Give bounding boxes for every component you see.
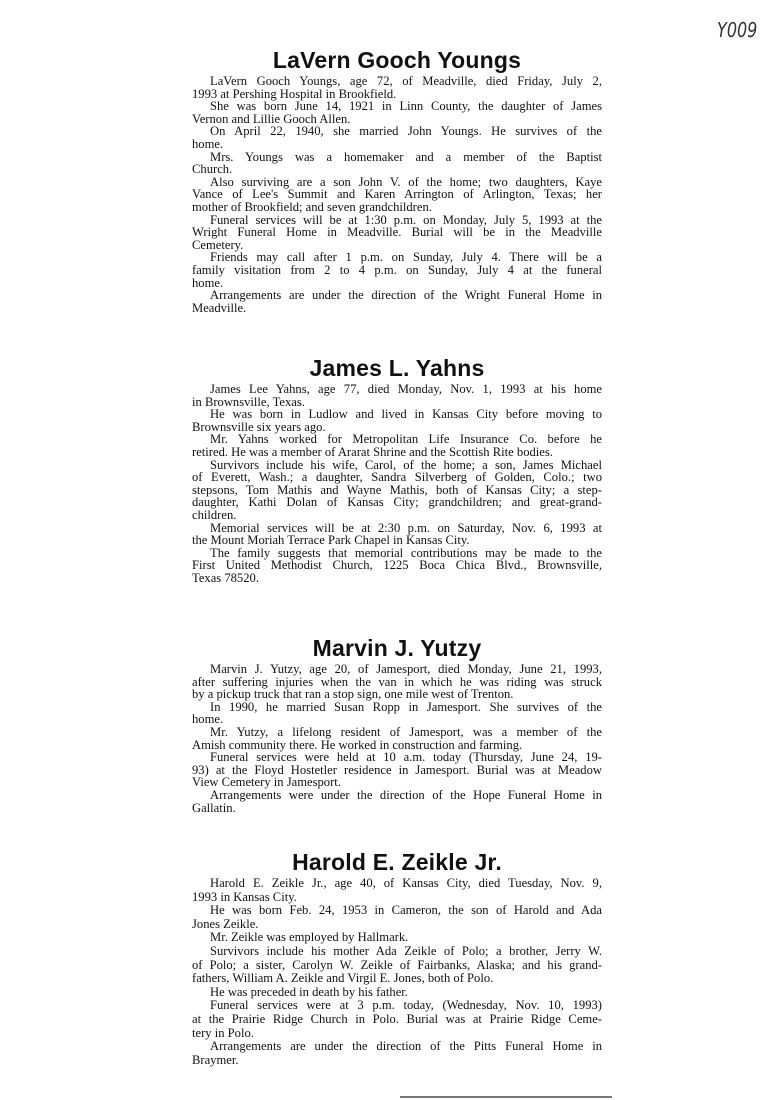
obituary-body — [192, 663, 602, 814]
text-line: home. — [192, 712, 224, 727]
text-line: of Polo; a sister, Carolyn W. Zeikle of Fairbanks, Alaska; and his grand- — [192, 957, 602, 972]
obituary-paragraph — [192, 522, 602, 547]
text-line: Funeral services will be at 1:30 p.m. on Monday, July 5, 1993 at the — [210, 212, 602, 227]
obituary-paragraph — [192, 931, 602, 945]
text-line: daughter, Kathi Dolan of Kansas City; grandchildren; and great-grand- — [192, 495, 602, 510]
obituary-paragraph — [192, 125, 602, 150]
text-line: fathers, William A. Zeikle and Virgil E. Jones, both of Polo. — [192, 971, 494, 986]
text-line: The family suggests that memorial contributions may be made to the — [210, 545, 602, 560]
text-line: He was preceded in death by his father. — [210, 984, 408, 999]
text-line: He was born Feb. 24, 1953 in Cameron, the son of Harold and Ada — [210, 903, 602, 918]
obituary-paragraph — [192, 904, 602, 931]
text-line: Arrangements were under the direction of the Hope Funeral Home in — [210, 787, 602, 802]
text-line: mother of Brookfield; and seven grandchildren. — [192, 199, 432, 214]
text-line: Survivors include his wife, Carol, of the home; a son, James Michael — [210, 457, 602, 472]
text-line: Funeral services were held at 10 a.m. today (Thursday, June 24, 19- — [210, 750, 602, 765]
obituary-paragraph — [192, 701, 602, 726]
obituary-body — [192, 877, 602, 1067]
text-line: Arrangements are under the direction of the Pitts Funeral Home in — [210, 1039, 602, 1054]
text-line: View Cemetery in Jamesport. — [192, 775, 341, 790]
text-line: Survivors include his mother Ada Zeikle of Polo; a brother, Jerry W. — [210, 943, 602, 958]
obituary-paragraph — [192, 176, 602, 214]
text-line: Mrs. Youngs was a homemaker and a member of the Baptist — [210, 149, 602, 164]
text-line: stepsons, Tom Mathis and Wayne Mathis, both of Kansas City; a step- — [192, 482, 602, 497]
text-line: LaVern Gooch Youngs, age 72, of Meadville, died Friday, July 2, — [210, 74, 602, 88]
text-line: 93) at the Floyd Hostetler residence in Jamesport. Burial was at Meadow — [192, 762, 602, 777]
obituary-title: LaVern Gooch Youngs — [272, 47, 522, 73]
bottom-divider — [400, 1096, 612, 1098]
obituary-paragraph — [192, 75, 602, 100]
obituary-title: Harold E. Zeikle Jr. — [292, 849, 502, 875]
text-line: children. — [192, 507, 237, 522]
text-line: James Lee Yahns, age 77, died Monday, Nov. 1, 1993 at his home — [210, 382, 602, 396]
text-line: Friends may call after 1 p.m. on Sunday, July 4. There will be a — [210, 250, 602, 265]
text-line: 1993 in Kansas City. — [192, 889, 297, 904]
text-line: Church. — [192, 162, 233, 177]
obituary-paragraph — [192, 251, 602, 289]
obituary-paragraph — [192, 877, 602, 904]
text-line: at the Prairie Ridge Church in Polo. Burial was at Prairie Ridge Ceme- — [192, 1011, 602, 1026]
text-line: Meadville. — [192, 300, 247, 315]
text-line: Vance of Lee's Summit and Karen Arrington of Arlington, Texas; her — [192, 187, 602, 202]
text-line: retired. He was a member of Ararat Shrine and the Scottish Rite bodies. — [192, 444, 553, 459]
text-line: tery in Polo. — [192, 1025, 254, 1040]
text-line: Braymer. — [192, 1052, 239, 1067]
obituary-paragraph — [192, 547, 602, 585]
text-line: He was born in Ludlow and lived in Kansas City before moving to — [210, 407, 602, 422]
text-line: Funeral services were at 3 p.m. today, (Wednesday, Nov. 10, 1993) — [210, 998, 602, 1013]
text-line: Cemetery. — [192, 237, 244, 252]
text-line: Mr. Yahns worked for Metropolitan Life Insurance Co. before he — [210, 432, 602, 447]
obituary-title: Marvin J. Yutzy — [312, 635, 482, 661]
text-line: 1993 at Pershing Hospital in Brookfield. — [192, 86, 397, 101]
text-line: Amish community there. He worked in construction and farming. — [192, 737, 523, 752]
text-line: Mr. Yutzy, a lifelong resident of Jamesport, was a member of the — [210, 724, 602, 739]
text-line: home. — [192, 136, 224, 151]
text-line: Memorial services will be at 2:30 p.m. on Saturday, Nov. 6, 1993 at — [210, 520, 602, 535]
text-line: Arrangements are under the direction of the Wright Funeral Home in — [210, 288, 602, 303]
obituary-paragraph — [192, 433, 602, 458]
text-line: of Everett, Wash.; a daughter, Sandra Silverberg of Golden, Colo.; two — [192, 470, 602, 485]
obituary-paragraph — [192, 408, 602, 433]
text-line: Gallatin. — [192, 800, 236, 815]
obituary-paragraph — [192, 151, 602, 176]
obituary-paragraph — [192, 100, 602, 125]
obituary-paragraph — [192, 751, 602, 789]
obituary-paragraph — [192, 986, 602, 1000]
obituary-marvin-j-yutzy — [192, 636, 602, 814]
obituary-paragraph — [192, 1040, 602, 1067]
obituary-paragraph — [192, 663, 602, 701]
text-line: Also surviving are a son John V. of the home; two daughters, Kaye — [210, 174, 602, 189]
text-line: in Brownsville, Texas. — [192, 394, 305, 409]
obituary-paragraph — [192, 459, 602, 522]
obituary-title: James L. Yahns — [309, 355, 485, 381]
obituary-paragraph — [192, 999, 602, 1040]
text-line: Texas 78520. — [192, 570, 259, 585]
text-line: On April 22, 1940, she married John Youngs. He survives of the — [210, 124, 602, 139]
obituary-lavern-gooch-youngs — [192, 48, 602, 314]
text-line: by a pickup truck that ran a stop sign, one mile west of Trenton. — [192, 687, 514, 702]
text-line: First United Methodist Church, 1225 Boca Chica Blvd., Brownsville, — [192, 558, 602, 573]
obituary-harold-e-zeikle-jr — [192, 850, 602, 1067]
text-line: Vernon and Lillie Gooch Allen. — [192, 111, 351, 126]
obituary-paragraph — [192, 383, 602, 408]
text-line: family visitation from 2 to 4 p.m. on Sunday, July 4 at the funeral — [192, 262, 602, 277]
obituary-paragraph — [192, 289, 602, 314]
handwritten-document-code: Y009 — [717, 18, 758, 42]
text-line: Harold E. Zeikle Jr., age 40, of Kansas City, died Tuesday, Nov. 9, — [210, 876, 602, 890]
text-line: In 1990, he married Susan Ropp in Jamesport. She survives of the — [210, 699, 602, 714]
text-line: Mr. Zeikle was employed by Hallmark. — [210, 930, 409, 945]
obituary-james-l-yahns — [192, 356, 602, 585]
obituary-body — [192, 383, 602, 585]
obituary-paragraph — [192, 945, 602, 986]
text-line: Marvin J. Yutzy, age 20, of Jamesport, died Monday, June 21, 1993, — [210, 662, 602, 676]
text-line: She was born June 14, 1921 in Linn County, the daughter of James — [210, 99, 602, 114]
text-line: home. — [192, 275, 224, 290]
obituary-paragraph — [192, 789, 602, 814]
text-line: Wright Funeral Home in Meadville. Burial will be in the Meadville — [192, 225, 602, 240]
text-line: Brownsville six years ago. — [192, 419, 326, 434]
text-line: after suffering injuries when the van in which he was riding was struck — [192, 674, 602, 689]
text-line: Jones Zeikle. — [192, 916, 259, 931]
text-line: the Mount Moriah Terrace Park Chapel in Kansas City. — [192, 533, 470, 548]
obituary-body — [192, 75, 602, 314]
obituary-paragraph — [192, 214, 602, 252]
obituary-paragraph — [192, 726, 602, 751]
